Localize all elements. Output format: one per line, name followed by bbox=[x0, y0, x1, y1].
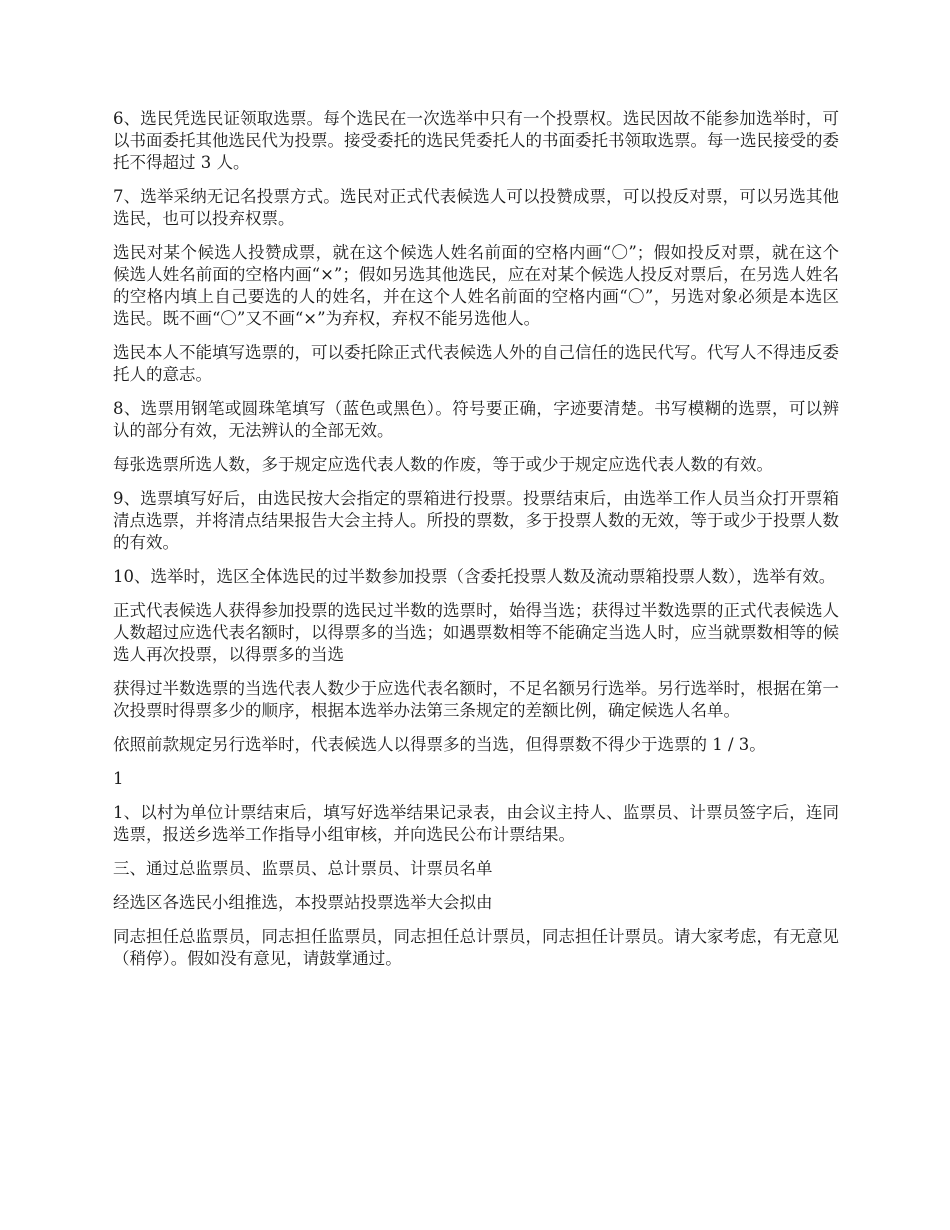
paragraph-approval: 同志担任总监票员，同志担任监票员，同志担任总计票员，同志担任计票员。请大家考虑，有无意见（稍停）。假如没有意见，请鼓掌通过。 bbox=[113, 927, 839, 968]
paragraph-result-record: 1、以村为单位计票结束后，填写好选举结果记录表，由会议主持人、监票员、计票员签字后，连同选票，报送乡选举工作指导小组审核，并向选民公布计票结果。 bbox=[113, 803, 839, 844]
paragraph-supplementary-election: 获得过半数选票的当选代表人数少于应选代表名额时，不足名额另行选举。另行选举时，根据在第一次投票时得票多少的顺序，根据本选举办法第三条规定的差额比例，确定候选人名单。 bbox=[113, 679, 839, 720]
paragraph-proxy-writing: 选民本人不能填写选票的，可以委托除正式代表候选人外的自己信任的选民代写。代写人不得违反委托人的意志。 bbox=[113, 343, 839, 384]
paragraph-majority-rule: 正式代表候选人获得参加投票的选民过半数的选票时，始得当选；获得过半数选票的正式代表候选人人数超过应选代表名额时，以得票多的当选；如遇票数相等不能确定当选人时，应当就票数相等的候选人再次投票，以得票多的当选 bbox=[113, 601, 839, 664]
paragraph-8-pen-rules: 8、选票用钢笔或圆珠笔填写（蓝色或黑色）。符号要正确，字迹要清楚。书写模糊的选票，可以辨认的部分有效，无法辨认的全部无效。 bbox=[113, 399, 839, 440]
paragraph-nomination: 经选区各选民小组推选，本投票站投票选举大会拟由 bbox=[113, 893, 493, 912]
paragraph-6-ballot-collection: 6、选民凭选民证领取选票。每个选民在一次选举中只有一个投票权。选民因故不能参加选举时，可以书面委托其他选民代为投票。接受委托的选民凭委托人的书面委托书领取选票。每一选民接受的委托不得超过 3 人。 bbox=[113, 109, 839, 172]
section-number: 1 bbox=[113, 769, 124, 788]
paragraph-marking-rules: 选民对某个候选人投赞成票，就在这个候选人姓名前面的空格内画“〇”；假如投反对票，就在这个候选人姓名前面的空格内画“×”；假如另选其他选民，应在对某个候选人投反对票后，在另选人姓名的空格内填上自己要选的人的姓名，并在这个人姓名前面的空格内画“〇”，另选对象必须是本选区选民。既不画“〇”又不画“×”为弃权，弃权不能另选他人。 bbox=[113, 243, 839, 328]
section-heading-scrutineers: 三、通过总监票员、监票员、总计票员、计票员名单 bbox=[113, 859, 493, 878]
paragraph-9-counting: 9、选票填写好后，由选民按大会指定的票箱进行投票。投票结束后，由选举工作人员当众打开票箱清点选票，并将清点结果报告大会主持人。所投的票数，多于投票人数的无效，等于或少于投票人数的有效。 bbox=[113, 489, 839, 552]
paragraph-10-quorum: 10、选举时，选区全体选民的过半数参加投票（含委托投票人数及流动票箱投票人数），选举有效。 bbox=[113, 567, 836, 586]
paragraph-ballot-validity: 每张选票所选人数，多于规定应选代表人数的作废，等于或少于规定应选代表人数的有效。 bbox=[113, 455, 773, 474]
paragraph-7-secret-ballot: 7、选举采纳无记名投票方式。选民对正式代表候选人可以投赞成票，可以投反对票，可以另选其他选民，也可以投弃权票。 bbox=[113, 187, 839, 228]
document-body bbox=[113, 108, 839, 982]
paragraph-one-third-rule: 依照前款规定另行选举时，代表候选人以得票多的当选，但得票数不得少于选票的 1 / 3。 bbox=[113, 735, 766, 754]
